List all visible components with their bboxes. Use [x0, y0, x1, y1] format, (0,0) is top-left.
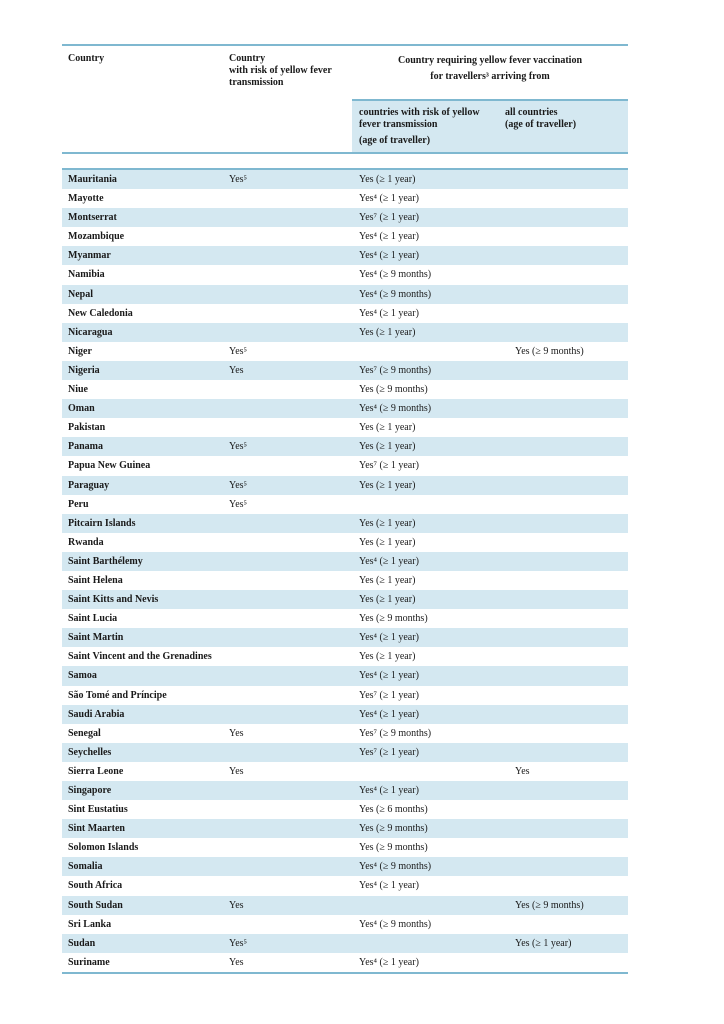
table-row	[62, 571, 628, 590]
header-requiring-line1: Country requiring yellow fever vaccination	[397, 55, 583, 66]
risk-cell: Yes⁵	[229, 479, 248, 491]
country-cell: Oman	[68, 403, 95, 415]
header-risk-line2: with risk of yellow fever	[229, 65, 332, 76]
risk-cell: Yes⁵	[229, 937, 248, 949]
vaccination-table	[62, 44, 628, 974]
risk-cell: Yes⁵	[229, 174, 248, 185]
country-cell: Pakistan	[68, 422, 106, 434]
from-risk-cell: Yes (≥ 6 months)	[359, 804, 428, 816]
risk-cell: Yes	[229, 364, 244, 376]
from-risk-cell: Yes (≥ 1 year)	[359, 422, 416, 434]
country-cell: Saint Kitts and Nevis	[68, 594, 159, 606]
country-cell: Mauritania	[68, 174, 117, 185]
table-row	[62, 724, 628, 743]
from-risk-cell: Yes (≥ 9 months)	[359, 384, 428, 396]
header-requiring-line2: for travellers³ arriving from	[430, 71, 550, 82]
country-cell: Suriname	[68, 956, 110, 968]
from-risk-cell: Yes (≥ 1 year)	[359, 326, 416, 338]
country-cell: Myanmar	[68, 250, 111, 262]
table-row	[62, 342, 628, 361]
country-cell: Nepal	[68, 288, 93, 300]
country-cell: Nigeria	[68, 364, 100, 376]
country-cell: Saint Helena	[68, 574, 123, 586]
table-row	[62, 609, 628, 628]
table-row	[62, 495, 628, 514]
table-row	[62, 437, 628, 456]
country-cell: Nicaragua	[68, 326, 113, 338]
table-row	[62, 743, 628, 762]
from-risk-cell: Yes⁴ (≥ 9 months)	[359, 269, 432, 281]
from-risk-cell: Yes⁴ (≥ 1 year)	[359, 670, 419, 682]
all-countries-cell: Yes (≥ 9 months)	[515, 899, 584, 911]
table-row	[62, 189, 628, 208]
risk-cell: Yes⁵	[229, 441, 248, 453]
from-risk-cell: Yes⁴ (≥ 1 year)	[359, 708, 419, 720]
country-cell: Pitcairn Islands	[68, 517, 136, 529]
country-cell: Sri Lanka	[68, 918, 112, 930]
from-risk-cell: Yes⁴ (≥ 1 year)	[359, 880, 419, 892]
from-risk-cell: Yes⁴ (≥ 1 year)	[359, 250, 419, 262]
risk-cell: Yes⁵	[229, 345, 248, 357]
country-cell: Sint Eustatius	[68, 804, 128, 816]
country-cell: South Africa	[68, 880, 123, 892]
from-risk-cell: Yes⁴ (≥ 1 year)	[359, 307, 419, 319]
country-cell: Niue	[68, 384, 88, 396]
subheader-all-line2: (age of traveller)	[505, 119, 577, 130]
from-risk-cell: Yes⁴ (≥ 1 year)	[359, 956, 419, 968]
country-cell: Niger	[68, 345, 92, 357]
all-countries-cell: Yes (≥ 1 year)	[515, 937, 572, 949]
table-row	[62, 361, 628, 380]
from-risk-cell: Yes (≥ 1 year)	[359, 174, 416, 185]
risk-cell: Yes	[229, 956, 244, 968]
from-risk-cell: Yes⁷ (≥ 9 months)	[359, 364, 432, 376]
table-row	[62, 380, 628, 399]
table-row	[62, 552, 628, 571]
risk-cell: Yes	[229, 727, 244, 739]
table-row	[62, 285, 628, 304]
country-cell: New Caledonia	[68, 307, 133, 319]
table-row	[62, 227, 628, 246]
country-cell: Mayotte	[68, 193, 104, 205]
subheader-from-risk	[359, 107, 499, 147]
header-requiring	[352, 53, 628, 85]
country-cell: Saint Barthélemy	[68, 555, 143, 567]
header-risk-line1: Country	[229, 53, 266, 64]
from-risk-cell: Yes⁷ (≥ 1 year)	[359, 746, 419, 758]
header-spacer	[62, 154, 628, 168]
table-row	[62, 896, 628, 915]
risk-cell: Yes⁵	[229, 498, 248, 510]
header-country: Country	[68, 53, 105, 64]
country-cell: Peru	[68, 498, 89, 510]
country-cell: Saint Lucia	[68, 613, 118, 625]
from-risk-cell: Yes (≥ 1 year)	[359, 441, 416, 453]
header-risk-line3: transmission	[229, 77, 284, 88]
table-header	[62, 46, 628, 152]
from-risk-cell: Yes (≥ 9 months)	[359, 613, 428, 625]
subheader-all-line1: all countries	[505, 107, 558, 118]
country-cell: Paraguay	[68, 479, 110, 491]
table-row	[62, 514, 628, 533]
country-cell: Saint Vincent and the Grenadines	[68, 651, 212, 663]
table-row	[62, 762, 628, 781]
from-risk-cell: Yes⁴ (≥ 9 months)	[359, 861, 432, 873]
table-body	[62, 170, 628, 972]
from-risk-cell: Yes (≥ 9 months)	[359, 823, 428, 835]
country-cell: Solomon Islands	[68, 842, 139, 854]
from-risk-cell: Yes⁴ (≥ 1 year)	[359, 632, 419, 644]
country-cell: Senegal	[68, 727, 101, 739]
table-row	[62, 705, 628, 724]
subheader	[352, 101, 628, 152]
subheader-from-line2: fever transmission	[359, 119, 438, 130]
from-risk-cell: Yes⁷ (≥ 1 year)	[359, 689, 419, 701]
table-bottom-rule	[62, 972, 628, 974]
from-risk-cell: Yes⁴ (≥ 9 months)	[359, 288, 432, 300]
from-risk-cell: Yes⁷ (≥ 9 months)	[359, 727, 432, 739]
table-row	[62, 800, 628, 819]
country-cell: Somalia	[68, 861, 103, 873]
from-risk-cell: Yes⁴ (≥ 1 year)	[359, 785, 419, 796]
table-row	[62, 647, 628, 666]
table-row	[62, 533, 628, 552]
table-row	[62, 915, 628, 934]
table-row	[62, 208, 628, 227]
from-risk-cell: Yes⁴ (≥ 1 year)	[359, 193, 419, 205]
from-risk-cell: Yes⁴ (≥ 9 months)	[359, 918, 432, 930]
all-countries-cell: Yes	[515, 765, 530, 777]
table-row	[62, 857, 628, 876]
from-risk-cell: Yes⁷ (≥ 1 year)	[359, 460, 419, 472]
from-risk-cell: Yes⁴ (≥ 1 year)	[359, 231, 419, 243]
country-cell: Samoa	[68, 670, 97, 682]
from-risk-cell: Yes (≥ 1 year)	[359, 651, 416, 663]
table-row	[62, 590, 628, 609]
country-cell: South Sudan	[68, 899, 123, 911]
from-risk-cell: Yes (≥ 1 year)	[359, 479, 416, 491]
country-cell: Mozambique	[68, 231, 125, 243]
table-row	[62, 876, 628, 895]
all-countries-cell: Yes (≥ 9 months)	[515, 345, 584, 357]
country-cell: Saint Martin	[68, 632, 124, 644]
table-row	[62, 628, 628, 647]
subheader-from-line1: countries with risk of yellow	[359, 107, 480, 118]
table-row	[62, 456, 628, 475]
country-cell: Saudi Arabia	[68, 708, 125, 720]
table-row	[62, 666, 628, 685]
table-row	[62, 399, 628, 418]
table-row	[62, 170, 628, 189]
risk-cell: Yes	[229, 899, 244, 911]
country-cell: Namibia	[68, 269, 105, 281]
country-cell: Singapore	[68, 785, 112, 796]
country-cell: Sudan	[68, 937, 96, 949]
table-row	[62, 819, 628, 838]
country-cell: Sierra Leone	[68, 765, 124, 777]
table-row	[62, 418, 628, 437]
table-row	[62, 838, 628, 857]
subheader-all-countries	[505, 107, 576, 131]
risk-cell: Yes	[229, 765, 244, 777]
country-cell: Papua New Guinea	[68, 460, 151, 472]
subheader-from-line3: (age of traveller)	[359, 135, 431, 146]
country-cell: Montserrat	[68, 212, 117, 224]
table-row	[62, 323, 628, 342]
table-row	[62, 686, 628, 705]
from-risk-cell: Yes (≥ 1 year)	[359, 574, 416, 586]
from-risk-cell: Yes (≥ 1 year)	[359, 594, 416, 606]
country-cell: Seychelles	[68, 746, 112, 758]
table-row	[62, 934, 628, 953]
table-row	[62, 304, 628, 323]
country-cell: Rwanda	[68, 536, 104, 548]
from-risk-cell: Yes⁴ (≥ 1 year)	[359, 555, 419, 567]
from-risk-cell: Yes (≥ 1 year)	[359, 536, 416, 548]
from-risk-cell: Yes (≥ 9 months)	[359, 842, 428, 854]
country-cell: Sint Maarten	[68, 823, 125, 835]
table-row	[62, 246, 628, 265]
country-cell: São Tomé and Príncipe	[68, 689, 167, 701]
table-row	[62, 953, 628, 972]
header-risk	[229, 53, 349, 89]
from-risk-cell: Yes (≥ 1 year)	[359, 517, 416, 529]
country-cell: Panama	[68, 441, 103, 453]
table-row	[62, 781, 628, 800]
table-row	[62, 265, 628, 284]
from-risk-cell: Yes⁷ (≥ 1 year)	[359, 212, 419, 224]
table-row	[62, 476, 628, 495]
from-risk-cell: Yes⁴ (≥ 9 months)	[359, 403, 432, 415]
